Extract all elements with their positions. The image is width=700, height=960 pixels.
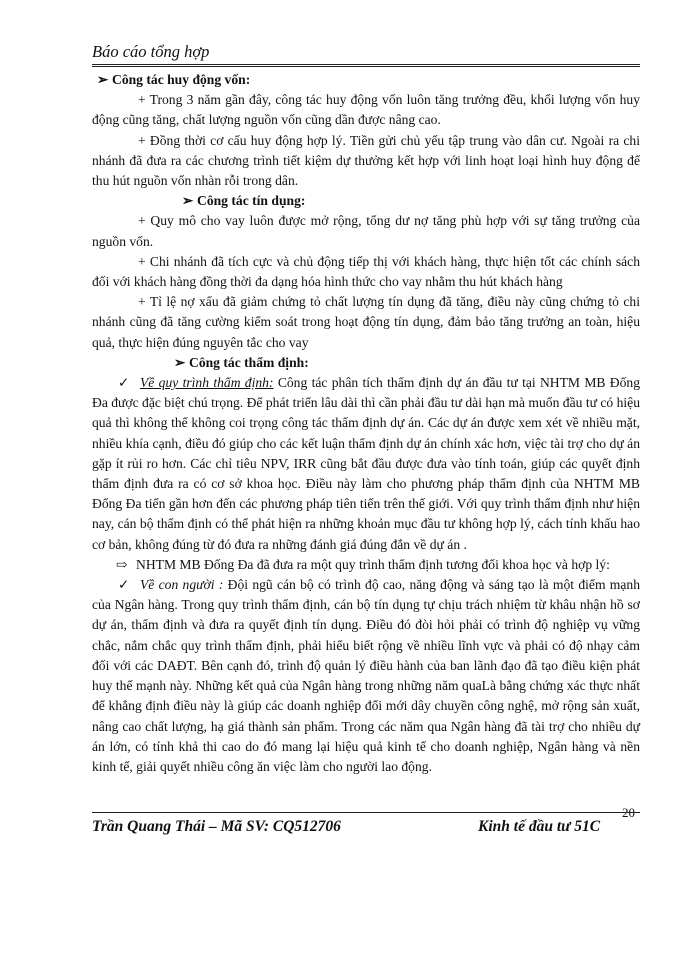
- paragraph: + Quy mô cho vay luôn được mở rộng, tổng dư nợ tăng phù hợp với sự tăng trưởng của nguồn vốn.: [92, 213, 640, 249]
- check-mark-icon: ✓: [118, 577, 130, 593]
- header-divider: [92, 64, 640, 67]
- footer-author: Trần Quang Thái – Mã SV: CQ512706: [92, 818, 341, 835]
- paragraph: + Chi nhánh đã tích cực và chủ động tiếp thị với khách hàng, thực hiện tốt các chính sách đối với khách hàng đồng thời đa dạng hóa hình thức cho vay nhằm thu hút khách hàng: [92, 253, 640, 290]
- paragraph: + Trong 3 năm gần đây, công tác huy động vốn luôn tăng trưởng đều, khối lượng vốn huy động cũng tăng, chất lượng nguồn vốn cũng dần được nâng cao.: [92, 92, 640, 128]
- process-text: Công tác phân tích thẩm định dự án đầu tư tại NHTM MB Đống Đa được đặc biệt chú trọng. Để phát triển lâu dài thì cần phải đầu tư dài hạn mà muốn đầu tư có hiệu quả thì không thể không coi trọng công tác thẩm định dự án. Các dự án được xem xét về nhiều mặt, nhiều khía cạnh, điều đó giúp cho các kết luận thẩm định dự án chính xác hơn, việc tài trợ cho dự án gặp ít rủi ro hơn. Các chỉ tiêu NPV, IRR cũng bắt đầu được đưa vào tính toán, giúp các quyết định thẩm định đưa ra có cơ sở khoa học. Điều này làm cho phương pháp thẩm định của NHTM MB Đống Đa tiến gần hơn đến các phương pháp tiên tiến trên thế giới. Với quy trình thẩm định như hiện nay, cán bộ thẩm định có thể phát hiện ra những khoản mục đầu tư không hợp lý, cách tính khấu hao cơ bản, không đúng từ đó đưa ra những đánh giá đúng đắn về dự án .: [92, 375, 640, 552]
- arrow-bullet-icon: ➢: [174, 354, 186, 370]
- page-header-title: Báo cáo tổng hợp: [92, 42, 210, 61]
- footer-class: Kinh tế đầu tư 51C: [478, 818, 601, 835]
- check-mark-icon: ✓: [118, 375, 130, 391]
- pointing-arrow-icon: ⇨: [116, 556, 128, 572]
- arrow-bullet-icon: ➢: [182, 193, 194, 209]
- people-text: Đội ngũ cán bộ có trình độ cao, năng động và sáng tạo là một điểm mạnh của Ngân hàng. Trong quy trình thẩm định, cán bộ tín dụng tự chịu trách nhiệm từ khâu nhận hồ sơ dự án, thẩm định và đưa ra quyết định tín dụng. Điều đó đòi hỏi phải có trình độ nghiệp vụ vững chắc, nắm chắc quy trình thẩm định, phải hiểu biết rộng về nhiều lĩnh vực và phải có độ nhạy cảm đối với các DAĐT. Bên cạnh đó, trình độ quản lý điều hành của ban lãnh đạo đã tạo điều kiện phát huy thế mạnh này. Những kết quả của Ngân hàng trong những năm quaLà bằng chứng xác thực nhất để khẳng định điều này là giúp các doanh nghiệp đổi mới dây chuyền công nghệ, mở rộng sản xuất, nâng cao chất lượng, hạ giá thành sản phẩm. Trong các năm qua Ngân hàng đã tài trợ cho nhiều dự án lớn, có tính khả thi cao do đó mang lại hiệu quả kinh tế cho doanh nghiệp, Ngân hàng và nền kinh tế, giải quyết nhiều công ăn việc làm cho người lao động.: [92, 577, 640, 774]
- paragraph-process: [92, 373, 640, 555]
- document-body: [92, 70, 640, 777]
- section-heading-mobilization: ➢ Công tác huy động vốn:: [92, 70, 640, 90]
- footer-divider: [92, 812, 640, 813]
- arrow-bullet-icon: ➢: [97, 72, 109, 87]
- paragraph: + Đồng thời cơ cấu huy động hợp lý. Tiền gửi chủ yếu tập trung vào dân cư. Ngoài ra chi nhánh đã đưa ra các chương trình tiết kiệm dự thưởng kết hợp với linh hoạt loại hình huy động để thu hút nguồn vốn nhàn rỗi trong dân.: [92, 132, 640, 189]
- section-heading-appraisal: ➢ Công tác thẩm định:: [92, 353, 640, 373]
- people-label: Về con người :: [140, 577, 224, 593]
- paragraph: + Tỉ lệ nợ xấu đã giảm chứng tỏ chất lượng tín dụng đã tăng, điều này cũng chứng tỏ chi nhánh cũng đã tăng cường kiểm soát trong hoạt động tín dụng, đảm bảo tăng trưởng an toàn, hiệu quả, thực hiện đúng nguyên tắc cho vay: [92, 294, 640, 350]
- process-label: Về quy trình thẩm định:: [140, 375, 274, 391]
- paragraph-people: [92, 575, 640, 777]
- page-number: 20: [622, 805, 635, 820]
- paragraph-conclusion: ⇨ NHTM MB Đống Đa đã đưa ra một quy trình thẩm định tương đối khoa học và hợp lý:: [92, 555, 640, 575]
- section-heading-credit: ➢ Công tác tín dụng:: [92, 191, 640, 211]
